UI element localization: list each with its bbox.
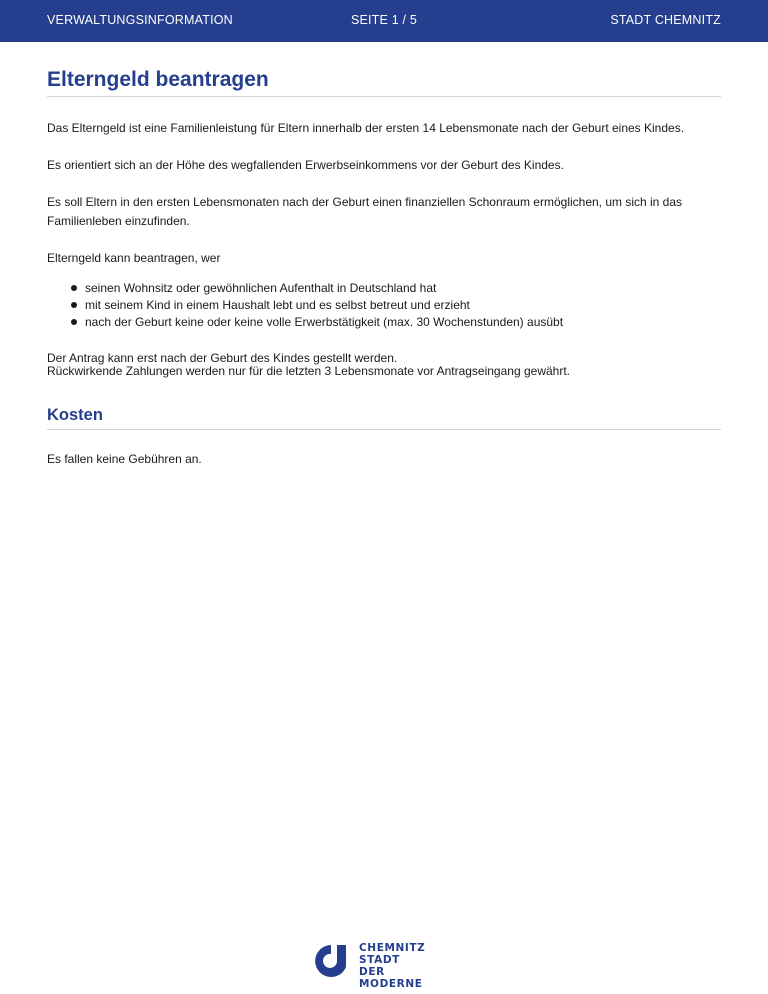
section-heading-costs: Kosten — [47, 406, 721, 430]
paragraph-purpose: Es soll Eltern in den ersten Lebensmonaten nach der Geburt einen finanziellen Schonraum ermöglichen, um sich in das Familienleben einzufinden. — [47, 195, 683, 228]
paragraph-orientation: Es orientiert sich an der Höhe des wegfallenden Erwerbseinkommens vor der Geburt des Kindes. — [47, 158, 564, 172]
list-item: mit seinem Kind in einem Haushalt lebt und es selbst betreut und erzieht — [85, 297, 721, 314]
document-body — [47, 68, 721, 469]
logo-line: STADT DER — [359, 954, 400, 978]
list-item: seinen Wohnsitz oder gewöhnlichen Aufenthalt in Deutschland hat — [85, 280, 721, 297]
notice-line: Der Antrag kann erst nach der Geburt des Kindes gestellt werden. — [47, 351, 398, 365]
logo-line: MODERNE — [359, 978, 423, 990]
header-city: STADT CHEMNITZ — [610, 13, 721, 27]
paragraph-application-notice — [47, 352, 721, 378]
paragraph-intro: Das Elterngeld ist eine Familienleistung für Eltern innerhalb der ersten 14 Lebensmonate nach der Geburt eines Kindes. — [47, 121, 685, 135]
eligibility-list — [47, 280, 721, 331]
page-title: Elterngeld beantragen — [47, 68, 721, 97]
logo-line: CHEMNITZ — [359, 942, 426, 954]
page-header — [0, 0, 768, 42]
notice-line: Rückwirkende Zahlungen werden nur für die letzten 3 Lebensmonate vor Antragseingang gewährt. — [47, 364, 570, 378]
header-document-type: VERWALTUNGSINFORMATION — [47, 13, 233, 27]
list-item: nach der Geburt keine oder keine volle Erwerbstätigkeit (max. 30 Wochenstunden) ausübt — [85, 314, 721, 331]
paragraph-eligibility-intro: Elterngeld kann beantragen, wer — [47, 251, 221, 265]
logo-wordmark — [359, 942, 425, 990]
chemnitz-logo-icon — [313, 943, 349, 979]
paragraph-costs: Es fallen keine Gebühren an. — [47, 452, 202, 466]
chemnitz-logo — [313, 942, 426, 990]
header-page-number: SEITE 1 / 5 — [350, 13, 418, 27]
